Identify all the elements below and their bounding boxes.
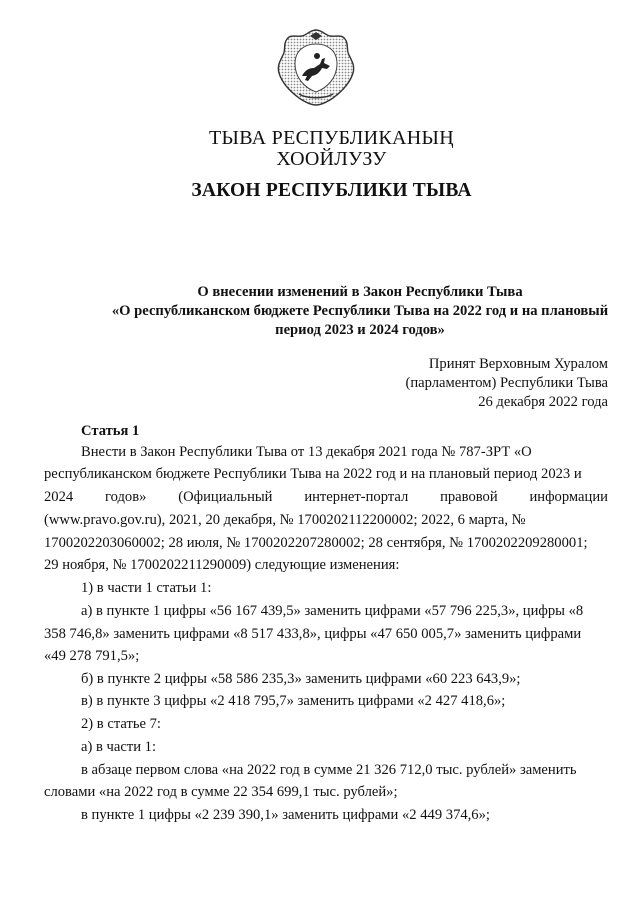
adoption-note	[405, 355, 608, 412]
law-type-heading: ЗАКОН РЕСПУБЛИКИ ТЫВА	[191, 180, 472, 201]
adoption-line1: Принят Верховным Хуралом	[428, 356, 608, 372]
adoption-line2: (парламентом) Республики Тыва	[405, 375, 608, 391]
article-intro-line2: республиканском бюджете Республики Тыва на 2022 год и на плановый период 2023 и	[44, 466, 582, 482]
intro-line3-word: интернет-портал	[304, 489, 409, 505]
law-title-line1: О внесении изменений в Закон Республики Тыва	[197, 284, 523, 300]
article-intro-line5: 1700202203060002; 28 июля, № 1700202207280002; 28 сентября, № 1700202209280001;	[44, 535, 588, 551]
item-1a-line2: 358 746,8» заменить цифрами «8 517 433,8», цифры «47 650 005,7» заменить цифрами	[44, 626, 582, 642]
republic-name-tuvan-line2: ХООЙЛУЗУ	[276, 148, 387, 170]
article-heading: Статья 1	[81, 423, 140, 439]
item-1c: в) в пункте 3 цифры «2 418 795,7» заменить цифрами «2 427 418,6»;	[81, 693, 506, 709]
intro-line3-word: (Официальный	[178, 489, 273, 505]
article-intro-line4: (www.pravo.gov.ru), 2021, 20 декабря, № 1700202112200002; 2022, 6 марта, №	[44, 512, 526, 528]
intro-line3-word: годов»	[105, 489, 147, 505]
item-1a-line1: а) в пункте 1 цифры «56 167 439,5» заменить цифрами «57 796 225,3», цифры «8	[81, 603, 584, 619]
intro-line3-word: информации	[529, 489, 608, 505]
item-2a: а) в части 1:	[81, 739, 157, 755]
intro-line1-text: Внести в Закон Республики Тыва от 13 декабря 2021 года № 787-ЗРТ «О	[81, 444, 532, 460]
item-1a-line3: «49 278 791,5»;	[44, 648, 140, 664]
article-intro-line6: 29 ноября, № 1700202211290009) следующие изменения:	[44, 557, 400, 573]
article-intro-line1	[44, 441, 608, 464]
law-title-line2: «О республиканском бюджете Республики Тыва на 2022 год и на плановый	[111, 303, 609, 319]
item-2a-paragraph1-line2: словами «на 2022 год в сумме 22 354 699,1 тыс. рублей»;	[44, 784, 398, 800]
intro-line3-word: 2024	[44, 489, 74, 505]
tuva-coat-of-arms-emblem-icon	[275, 26, 357, 108]
article-intro-line3	[44, 486, 608, 509]
adoption-date: 26 декабря 2022 года	[478, 394, 608, 410]
law-title	[60, 283, 639, 340]
intro-line3-word: правовой	[440, 489, 498, 505]
item-1b: б) в пункте 2 цифры «58 586 235,3» заменить цифрами «60 223 643,9»;	[81, 671, 521, 687]
item-1: 1) в части 1 статьи 1:	[81, 580, 212, 596]
item-2a-paragraph2: в пункте 1 цифры «2 239 390,1» заменить цифрами «2 449 374,6»;	[81, 807, 490, 823]
law-title-line3: период 2023 и 2024 годов»	[275, 322, 445, 338]
republic-name-tuvan-line1: ТЫВА РЕСПУБЛИКАНЫҢ	[209, 127, 454, 149]
item-2: 2) в статье 7:	[81, 716, 161, 732]
item-2a-paragraph1-line1: в абзаце первом слова «на 2022 год в сумме 21 326 712,0 тыс. рублей» заменить	[81, 762, 577, 778]
